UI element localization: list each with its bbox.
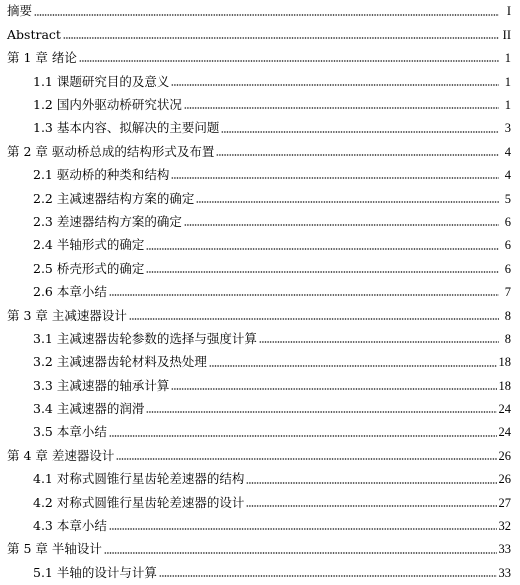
dot-leader xyxy=(221,131,499,133)
toc-entry-title: 1.3 基本内容、拟解决的主要问题 xyxy=(33,120,220,136)
toc-entry-page-number: 7 xyxy=(504,285,511,300)
dot-leader xyxy=(79,60,499,62)
dot-leader xyxy=(216,154,499,156)
dot-leader xyxy=(171,177,499,179)
dot-leader xyxy=(146,248,499,250)
dot-leader xyxy=(184,107,499,109)
toc-entry-page-number: 3 xyxy=(504,121,511,136)
dot-leader xyxy=(196,201,499,203)
toc-chapter-entry[interactable] xyxy=(0,0,520,23)
toc-chapter-entry[interactable] xyxy=(0,538,520,561)
dot-leader xyxy=(159,575,497,577)
toc-section-entry[interactable] xyxy=(0,211,520,234)
toc-section-entry[interactable] xyxy=(0,561,520,584)
dot-leader xyxy=(129,318,499,320)
dot-leader xyxy=(63,37,499,39)
dot-leader xyxy=(184,224,499,226)
toc-section-entry[interactable] xyxy=(0,515,520,538)
toc-entry-title: 5.1 半轴的设计与计算 xyxy=(33,564,157,580)
toc-entry-title: 4.1 对称式圆锥行星齿轮差速器的结构 xyxy=(33,471,245,487)
dot-leader xyxy=(146,411,496,413)
toc-entry-title: 3.4 主减速器的润滑 xyxy=(33,401,145,417)
toc-entry-title: 第 4 章 差速器设计 xyxy=(7,447,115,463)
toc-entry-title: 2.4 半轴形式的确定 xyxy=(33,237,145,253)
dot-leader xyxy=(104,552,497,554)
toc-entry-page-number: 18 xyxy=(498,355,511,370)
toc-entry-title: 3.5 本章小结 xyxy=(33,424,107,440)
toc-entry-page-number: 26 xyxy=(498,472,511,487)
toc-section-entry[interactable] xyxy=(0,94,520,117)
dot-leader xyxy=(246,505,496,507)
dot-leader xyxy=(246,482,496,484)
toc-section-entry[interactable] xyxy=(0,70,520,93)
toc-chapter-entry[interactable] xyxy=(0,23,520,46)
toc-entry-page-number: I xyxy=(506,4,511,19)
toc-entry-page-number: 6 xyxy=(504,261,511,276)
dot-leader xyxy=(109,528,497,530)
toc-entry-page-number: 24 xyxy=(498,402,511,417)
dot-leader xyxy=(109,294,499,296)
toc-section-entry[interactable] xyxy=(0,187,520,210)
toc-chapter-entry[interactable] xyxy=(0,444,520,467)
toc-entry-page-number: 26 xyxy=(498,448,511,463)
toc-entry-title: 1.2 国内外驱动桥研究状况 xyxy=(33,97,182,112)
toc-section-entry[interactable] xyxy=(0,234,520,257)
dot-leader xyxy=(171,84,499,86)
toc-entry-title: 4.3 本章小结 xyxy=(33,518,107,534)
toc-entry-title: 第 5 章 半轴设计 xyxy=(7,541,102,557)
toc-entry-page-number: 33 xyxy=(498,542,511,557)
toc-entry-page-number: 6 xyxy=(504,214,511,229)
toc-entry-title: 3.2 主减速器齿轮材料及热处理 xyxy=(33,354,207,370)
toc-entry-page-number: 18 xyxy=(498,378,511,393)
toc-entry-page-number: 1 xyxy=(504,51,511,66)
dot-leader xyxy=(259,341,499,343)
toc-entry-title: 第 3 章 主减速器设计 xyxy=(7,307,127,323)
toc-entry-page-number: 8 xyxy=(504,308,511,323)
dot-leader xyxy=(109,435,497,437)
toc-entry-title: 2.3 差速器结构方案的确定 xyxy=(33,213,182,229)
toc-entry-page-number: 33 xyxy=(498,565,511,580)
toc-entry-title: 2.1 驱动桥的种类和结构 xyxy=(33,167,170,183)
toc-section-entry[interactable] xyxy=(0,164,520,187)
toc-entry-page-number: 27 xyxy=(498,495,511,510)
toc-entry-title: 摘要 xyxy=(7,3,33,19)
toc-entry-page-number: 4 xyxy=(504,168,511,183)
toc-entry-title: 4.2 对称式圆锥行星齿轮差速器的设计 xyxy=(33,494,245,510)
toc-section-entry[interactable] xyxy=(0,374,520,397)
toc-entry-title: 1.1 课题研究目的及意义 xyxy=(33,73,170,89)
toc-entry-title: Abstract xyxy=(7,26,61,42)
toc-entry-title: 2.5 桥壳形式的确定 xyxy=(33,260,145,276)
toc-entry-page-number: 1 xyxy=(504,98,511,112)
toc-section-entry[interactable] xyxy=(0,117,520,140)
toc-entry-page-number: 4 xyxy=(504,144,511,159)
toc-chapter-entry[interactable] xyxy=(0,140,520,163)
toc-entry-page-number: 32 xyxy=(498,519,511,534)
toc-entry-page-number: 6 xyxy=(504,238,511,253)
toc-entry-title: 第 1 章 绪论 xyxy=(7,50,77,66)
toc-entry-title: 3.1 主减速器齿轮参数的选择与强度计算 xyxy=(33,330,257,346)
toc-chapter-entry[interactable] xyxy=(0,47,520,70)
dot-leader xyxy=(209,365,497,367)
dot-leader xyxy=(34,14,499,16)
toc-entry-page-number: 24 xyxy=(498,425,511,440)
toc-entry-title: 第 2 章 驱动桥总成的结构形式及布置 xyxy=(7,143,215,159)
toc-entry-title: 2.2 主减速器结构方案的确定 xyxy=(33,190,195,206)
toc-entry-page-number: II xyxy=(502,27,511,42)
toc-section-entry[interactable] xyxy=(0,281,520,304)
toc-entry-title: 2.6 本章小结 xyxy=(33,284,107,300)
toc-section-entry[interactable] xyxy=(0,421,520,444)
toc-entry-page-number: 8 xyxy=(504,331,511,346)
dot-leader xyxy=(116,458,496,460)
toc-entry-page-number: 1 xyxy=(504,74,511,89)
toc-section-entry[interactable] xyxy=(0,257,520,280)
toc-section-entry[interactable] xyxy=(0,398,520,421)
toc-section-entry[interactable] xyxy=(0,468,520,491)
toc-entry-page-number: 5 xyxy=(504,191,511,206)
dot-leader xyxy=(146,271,499,273)
toc-section-entry[interactable] xyxy=(0,327,520,350)
toc-section-entry[interactable] xyxy=(0,351,520,374)
toc-section-entry[interactable] xyxy=(0,491,520,514)
toc-entry-title: 3.3 主减速器的轴承计算 xyxy=(33,377,170,393)
dot-leader xyxy=(171,388,496,390)
toc-chapter-entry[interactable] xyxy=(0,304,520,327)
